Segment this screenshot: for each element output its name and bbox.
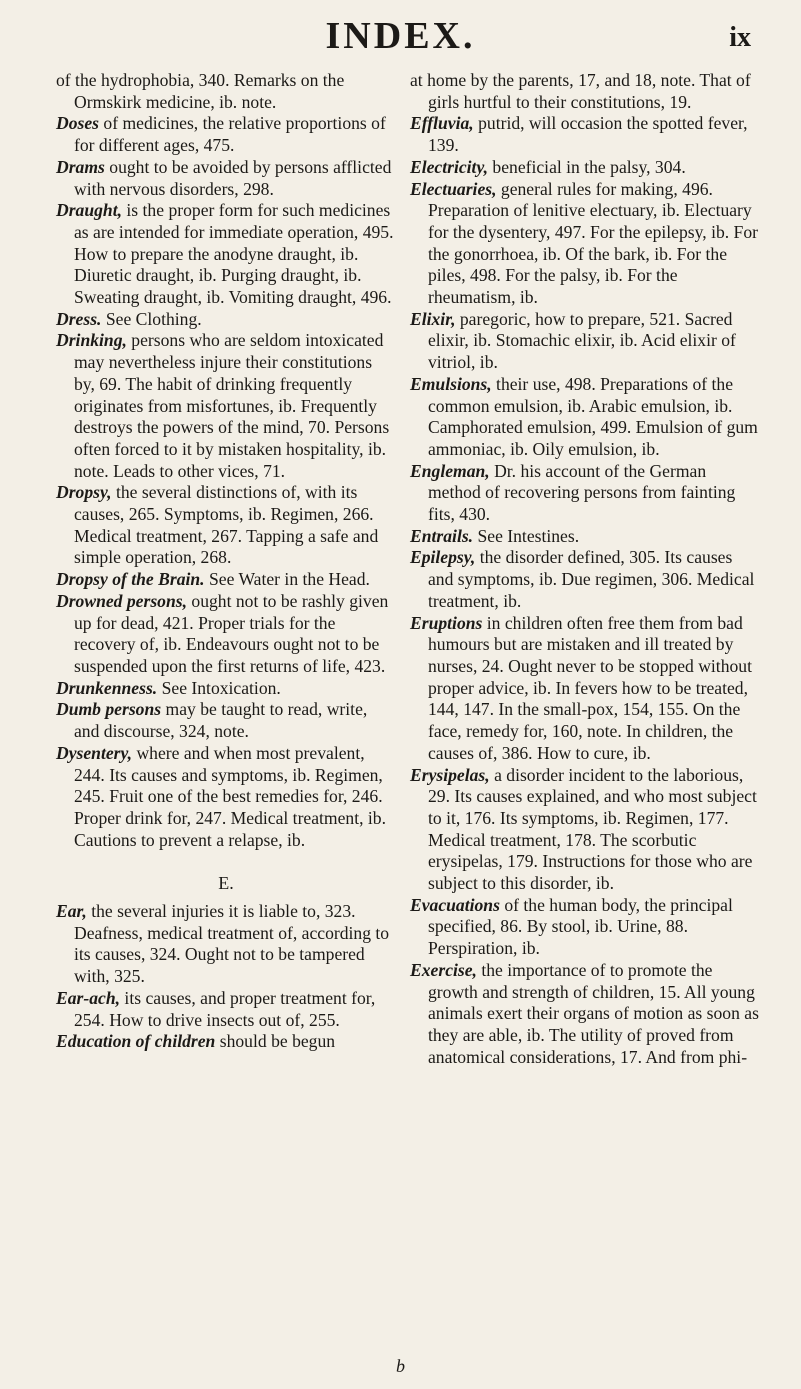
entry-text: beneficial in the palsy, 304.: [488, 156, 686, 177]
entry-headword: Entrails.: [410, 525, 474, 546]
left-entries-e: [56, 901, 396, 1053]
entry-headword: Epilepsy,: [410, 547, 476, 568]
entry-headword: Dysentery,: [56, 742, 133, 763]
entry-text: may be taught to read, write, and discourse, 324, note.: [74, 699, 368, 742]
entry-headword: Doses: [56, 113, 100, 134]
entry-text: See Water in the Head.: [204, 569, 370, 590]
entry-text: See Clothing.: [101, 308, 202, 329]
index-entry: [56, 70, 396, 113]
index-entry: [56, 113, 396, 156]
entry-text: paregoric, how to prepare, 521. Sacred elixir, ib. Stomachic elixir, ib. Acid elixir of vitriol, ib.: [428, 308, 736, 373]
entry-text: should be begun: [215, 1031, 336, 1052]
entry-text: ought not to be rashly given up for dead, 421. Proper trials for the recovery of, ib. Endeavours ought not to be suspended upon the first returns of life, 423.: [74, 590, 389, 676]
entry-headword: Emulsions,: [410, 373, 492, 394]
entry-headword: Electuaries,: [410, 178, 497, 199]
entry-text: See Intestines.: [473, 525, 580, 546]
entry-headword: Dress.: [56, 308, 102, 329]
entry-headword: Drinking,: [56, 330, 127, 351]
index-entry: [410, 374, 762, 461]
right-column: [410, 70, 762, 1068]
entry-text: of medicines, the relative proportions of for different ages, 475.: [74, 113, 386, 156]
entry-text: putrid, will occasion the spotted fever, 139.: [428, 113, 748, 156]
index-entry: [56, 591, 396, 678]
entry-text: persons who are seldom intoxicated may nevertheless injure their constitutions by, 69. The habit of drinking frequently originates from misfortunes, ib. Frequently destroys the powers of the mind, 70. Persons often forced to it by mistaken hospitality, ib. note. Leads to other vices, 71.: [74, 330, 390, 481]
index-entry: [410, 895, 762, 960]
right-entries: [410, 70, 762, 1068]
index-entry: [56, 200, 396, 309]
index-entry: [410, 765, 762, 895]
entry-text: where and when most prevalent, 244. Its causes and symptoms, ib. Regimen, 245. Fruit one of the best remedies for, 246. Proper drink for, 247. Medical treatment, ib. Cautions to prevent a relapse, ib.: [74, 742, 386, 850]
entry-text: general rules for making, 496. Preparation of lenitive electuary, ib. Electuary for the dysentery, 497. For the epilepsy, ib. For the gonorrhoea, ib. Of the bark, ib. For the piles, 498. For the palsy, ib. For the rheumatism, ib.: [428, 178, 758, 308]
index-entry: [56, 743, 396, 852]
index-entry: [410, 461, 762, 526]
entry-headword: Engleman,: [410, 460, 490, 481]
index-entry: [56, 988, 396, 1031]
entry-text: See Intoxication.: [157, 677, 281, 698]
left-entries: [56, 70, 396, 851]
entry-headword: Evacuations: [410, 894, 500, 915]
entry-text: of the hydrophobia, 340. Remarks on the Ormskirk medicine, ib. note.: [56, 70, 345, 112]
index-entry: [56, 309, 396, 331]
entry-headword: Eruptions: [410, 612, 483, 633]
index-entry: [56, 901, 396, 988]
entry-headword: Education of children: [56, 1031, 216, 1052]
entry-text: of the human body, the principal specified, 86. By stool, ib. Urine, 88. Perspiration, ib.: [428, 894, 733, 959]
index-entry: [56, 330, 396, 482]
entry-text: at home by the parents, 17, and 18, note. That of girls hurtful to their constitutions, 19.: [410, 70, 751, 112]
entry-text: is the proper form for such medicines as are intended for immediate operation, 495. How to prepare the anodyne draught, ib. Diuretic draught, ib. Purging draught, ib. Sweating draught, ib. Vomiting draught, 496.: [74, 200, 394, 308]
entry-text: a disorder incident to the laborious, 29. Its causes explained, and who most subject to it, 176. Its symptoms, ib. Regimen, 177. Medical treatment, 178. The scorbutic erysipelas, 179. Instructions for those who are subject to this disorder, ib.: [428, 764, 757, 894]
entry-headword: Ear-ach,: [56, 987, 121, 1008]
entry-headword: Dropsy,: [56, 482, 112, 503]
entry-headword: Elixir,: [410, 308, 456, 329]
running-title: INDEX.: [325, 15, 476, 57]
entry-headword: Dumb persons: [56, 699, 162, 720]
entry-headword: Drunkenness.: [56, 677, 158, 698]
index-entry: [410, 113, 762, 156]
entry-headword: Dropsy of the Brain.: [56, 569, 205, 590]
entry-text: its causes, and proper treatment for, 254. How to drive insects out of, 255.: [74, 987, 376, 1030]
entry-text: their use, 498. Preparations of the common emulsion, ib. Arabic emulsion, ib. Camphorated emulsion, 499. Emulsion of gum ammoniac, ib. Oily emulsion, ib.: [428, 373, 758, 459]
index-entry: [410, 547, 762, 612]
entry-text: the disorder defined, 305. Its causes and symptoms, ib. Due regimen, 306. Medical treatment, ib.: [428, 547, 755, 611]
section-letter-e: E.: [218, 873, 234, 894]
entry-headword: Draught,: [56, 200, 123, 221]
entry-headword: Electricity,: [410, 156, 489, 177]
index-entry: [410, 179, 762, 309]
entry-text: the several injuries it is liable to, 323. Deafness, medical treatment of, according to its causes, 324. Ought not to be tampered with, 325.: [74, 901, 390, 987]
index-entry: [410, 960, 762, 1069]
page-header: [0, 14, 801, 64]
signature-mark: b: [396, 1356, 405, 1376]
index-entry: [410, 613, 762, 765]
index-entry: [410, 70, 762, 113]
entry-headword: Drams: [56, 156, 105, 177]
index-entry: [410, 309, 762, 374]
index-entry: [56, 699, 396, 742]
index-entry: [410, 157, 762, 179]
entry-text: the importance of to promote the growth and strength of children, 15. All young animals exert their organs of motion as soon as they are able, ib. The utility of proved from anatomical considerations, 17. And from phi-: [428, 959, 759, 1067]
entry-headword: Exercise,: [410, 959, 477, 980]
page-number: ix: [729, 22, 751, 53]
index-entry: [410, 526, 762, 548]
left-column: [56, 70, 396, 1053]
entry-text: in children often free them from bad humours but are mistaken and ill treated by nurses, 24. Ought never to be stopped without proper advice, ib. In fevers how to be treated, 144, 147. In the small-pox, 154, 155. On the face, remedy for, 160, note. In children, the causes of, 386. How to cure, ib.: [428, 612, 752, 763]
entry-text: the several distinctions of, with its causes, 265. Symptoms, ib. Regimen, 266. Medical treatment, 267. Tapping a safe and simple operation, 268.: [74, 482, 379, 568]
entry-headword: Drowned persons,: [56, 590, 187, 611]
entry-headword: Ear,: [56, 901, 87, 922]
index-entry: [56, 157, 396, 200]
index-entry: [56, 569, 396, 591]
index-entry: [56, 678, 396, 700]
entry-headword: Erysipelas,: [410, 764, 490, 785]
entry-text: Dr. his account of the German method of recovering persons from fainting fits, 430.: [428, 460, 736, 525]
entry-text: ought to be avoided by persons afflicted with nervous disorders, 298.: [74, 156, 392, 199]
index-entry: [56, 482, 396, 569]
entry-headword: Effluvia,: [410, 113, 474, 134]
index-entry: [56, 1031, 396, 1053]
